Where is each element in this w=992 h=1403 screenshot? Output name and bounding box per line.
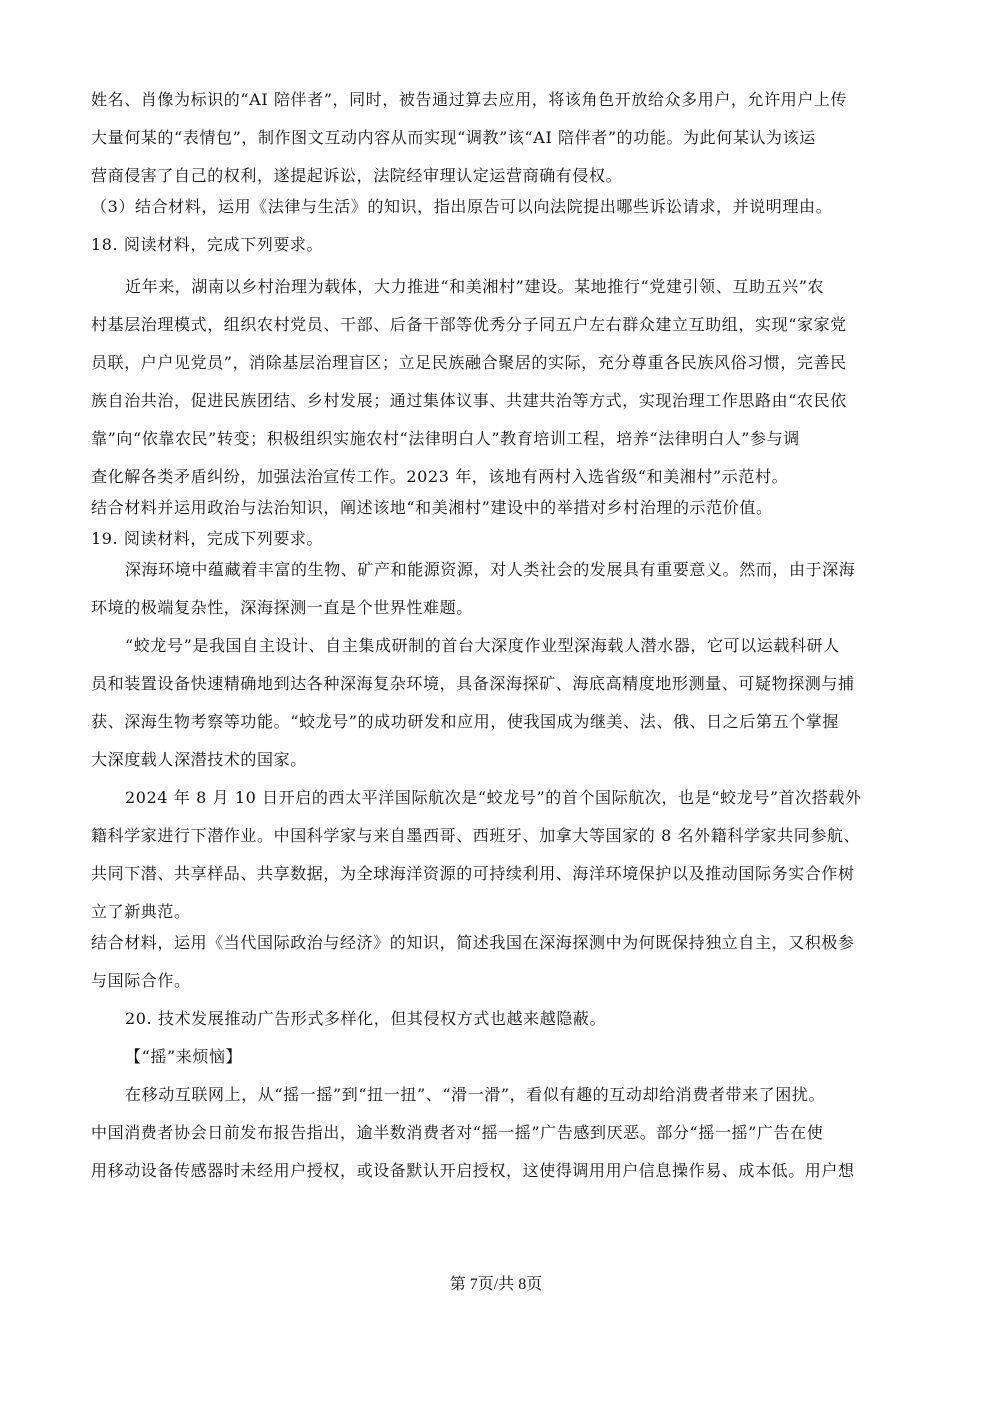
question-18	[91, 229, 903, 523]
document-page	[91, 84, 903, 1186]
text-line: 立了新典范。	[91, 902, 191, 921]
text-line: 深海环境中蕴藏着丰富的生物、矿产和能源资源，对人类社会的发展具有重要意义。然而，由于深海	[125, 560, 856, 579]
question-heading: 19. 阅读材料，完成下列要求。	[91, 529, 324, 548]
text-line: 靠”向“依靠农民”转变；积极组织实施农村“法律明白人”教育培训工程，培养“法律明白人”参与调	[91, 429, 800, 448]
text-line: 姓名、肖像为标识的“AI 陪伴者”，同时，被告通过算去应用，将该角色开放给众多用户，允许用户上传	[91, 90, 848, 109]
text-line: 近年来，湖南以乡村治理为载体，大力推进“和美湘村”建设。某地推行“党建引领、互助五兴”农	[125, 277, 825, 296]
question-heading: 18. 阅读材料，完成下列要求。	[91, 235, 324, 254]
text-line: 员联，户户见党员”，消除基层治理盲区；立足民族融合聚居的实际，充分尊重各民族风俗习惯，完善民	[91, 353, 847, 372]
question-prompt: 与国际合作。	[91, 971, 191, 990]
text-line: 村基层治理模式，组织农村党员、干部、后备干部等优秀分子同五户左右群众建立互助组，实现“家家党	[91, 315, 847, 334]
question-20	[91, 1003, 903, 1186]
question-19	[91, 523, 903, 996]
text-line: “蛟龙号”是我国自主设计、自主集成研制的首台大深度作业型深海载人潜水器，它可以运载科研人	[125, 636, 840, 655]
text-line: 环境的极端复杂性，深海探测一直是个世界性难题。	[91, 598, 473, 617]
section-q17-continued	[91, 84, 903, 222]
text-line: 2024 年 8 月 10 日开启的西太平洋国际航次是“蛟龙号”的首个国际航次，也是“蛟龙号”首次搭载外	[125, 788, 862, 807]
question-heading: 20. 技术发展推动广告形式多样化，但其侵权方式也越来越隐蔽。	[125, 1009, 607, 1028]
material-subtitle: 【“摇”来烦恼】	[125, 1047, 243, 1066]
text-line: 籍科学家进行下潜作业。中国科学家与来自墨西哥、西班牙、加拿大等国家的 8 名外籍科学家共同参航、	[91, 826, 861, 845]
text-line: 获、深海生物考察等功能。“蛟龙号”的成功研发和应用，使我国成为继美、法、俄、日之后第五个掌握	[91, 712, 839, 731]
text-line: 族自治共治，促进民族团结、乡村发展；通过集体议事、共建共治等方式，实现治理工作思路由“农民依	[91, 391, 847, 410]
text-line: 大量何某的“表情包”，制作图文互动内容从而实现“调教”该“AI 陪伴者”的功能。为此何某认为该运	[91, 128, 816, 147]
text-line: 查化解各类矛盾纠纷，加强法治宣传工作。2023 年，该地有两村入选省级“和美湘村”示范村。	[91, 467, 789, 486]
text-line: 营商侵害了自己的权利，遂提起诉讼，法院经审理认定运营商确有侵权。	[91, 166, 623, 185]
text-line: 大深度载人深潜技术的国家。	[91, 750, 307, 769]
question-prompt: 结合材料，运用《当代国际政治与经济》的知识，简述我国在深海探测中为何既保持独立自主，又积极参	[91, 933, 855, 952]
question-prompt: 结合材料并运用政治与法治知识，阐述该地“和美湘村”建设中的举措对乡村治理的示范价值。	[91, 498, 773, 517]
text-line: 在移动互联网上，从“摇一摇”到“扭一扭”、“滑一滑”，看似有趣的互动却给消费者带来了困扰。	[125, 1085, 826, 1104]
text-line: 员和装置设备快速精确地到达各种深海复杂环境，具备深海探矿、海底高精度地形测量、可疑物探测与捕	[91, 674, 855, 693]
text-line: 用移动设备传感器时未经用户授权，或设备默认开启授权，这使得调用用户信息操作易、成本低。用户想	[91, 1161, 855, 1180]
page-number-footer: 第 7页/共 8页	[449, 1276, 543, 1293]
text-line: 中国消费者协会日前发布报告指出，逾半数消费者对“摇一摇”广告感到厌恶。部分“摇一摇”广告在使	[91, 1123, 824, 1142]
text-line: 共同下潜、共享样品、共享数据，为全球海洋资源的可持续利用、海洋环境保护以及推动国际务实合作树	[91, 864, 855, 883]
sub-question: （3）结合材料，运用《法律与生活》的知识，指出原告可以向法院提出哪些诉讼请求，并说明理由。	[91, 197, 833, 216]
